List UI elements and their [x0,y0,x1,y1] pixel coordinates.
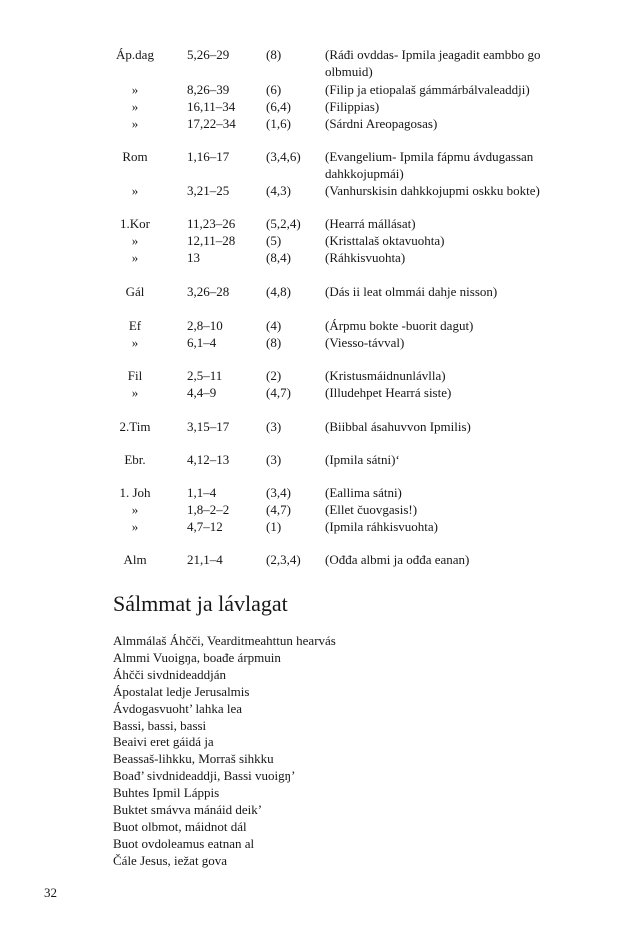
hymn-numbers: (8) [266,47,282,62]
song-title: Bassi, bassi, bassi [113,717,207,733]
verse-reference: 17,22–34 [187,116,236,131]
passage-title: (Filippias) [325,99,380,114]
hymn-numbers: (2) [266,368,282,383]
song-title: Ápostalat ledje Jerusalmis [113,683,250,699]
book-name: » [131,82,139,97]
hymn-numbers: (2,3,4) [266,552,301,567]
verse-reference: 3,15–17 [187,419,230,434]
book-name: 2.Tim [119,419,151,434]
book-name: 1. Joh [119,485,151,500]
book-name: Gál [125,284,145,299]
song-title: Buot ovdoleamus eatnan al [113,835,255,851]
verse-reference: 8,26–39 [187,82,230,97]
page-number: 32 [44,885,57,900]
hymn-numbers: (3) [266,419,282,434]
passage-title: (Ráđi ovddas- Ipmila jeagadit eambbo go olbmuid) [325,47,541,79]
hymn-numbers: (4,3) [266,183,291,198]
hymn-numbers: (4,7) [266,385,291,400]
hymn-numbers: (8) [266,335,282,350]
verse-reference: 2,5–11 [187,368,223,383]
passage-title: (Ođđa albmi ja ođđa eanan) [325,552,470,567]
passage-title: (Kristusmáidnunlávlla) [325,368,446,383]
hymn-numbers: (6,4) [266,99,291,114]
passage-title: (Filip ja etiopalaš gámmárbálvaleaddji) [325,82,530,97]
book-name: Rom [122,149,148,164]
verse-reference: 4,12–13 [187,452,230,467]
song-title: Ávdogasvuoht’ lahka lea [113,700,242,716]
song-title: Buot olbmot, máidnot dál [113,818,247,834]
verse-reference: 3,21–25 [187,183,230,198]
book-name: » [131,519,139,534]
song-title: Buktet smávva mánáid deik’ [113,802,263,818]
passage-title: (Dás ii leat olmmái dahje nisson) [325,284,498,299]
book-name: » [131,502,139,517]
verse-reference: 2,8–10 [187,318,223,333]
book-name: » [131,335,139,350]
book-name: » [131,250,139,265]
passage-title: (Kristtalaš oktavuohta) [325,233,445,248]
hymn-numbers: (3,4) [266,485,291,500]
hymn-numbers: (5,2,4) [266,216,301,231]
hymn-numbers: (1,6) [266,116,291,131]
hymn-numbers: (4,8) [266,284,291,299]
book-name: » [131,385,139,400]
book-name: Áp.dag [116,47,154,62]
book-name: » [131,99,139,114]
book-name: Fil [127,368,143,383]
verse-reference: 1,8–2–2 [187,502,230,517]
verse-reference: 3,26–28 [187,284,230,299]
song-title: Čále Jesus, iežat gova [113,852,228,868]
verse-reference: 6,1–4 [187,335,217,350]
song-title: Almmi Vuoigŋa, boađe árpmuin [113,649,281,665]
hymn-numbers: (4) [266,318,282,333]
verse-reference: 4,7–12 [187,519,223,534]
hymn-numbers: (3,4,6) [266,149,301,164]
verse-reference: 1,1–4 [187,485,217,500]
verse-reference: 21,1–4 [187,552,223,567]
passage-title: (Árpmu bokte -buorit dagut) [325,318,474,333]
hymn-numbers: (1) [266,519,282,534]
verse-reference: 13 [187,250,200,265]
passage-title: (Biibbal ásahuvvon Ipmilis) [325,419,471,434]
song-title: Áhčči sivdnideaddján [113,666,226,682]
verse-reference: 1,16–17 [187,149,230,164]
verse-reference: 5,26–29 [187,47,230,62]
passage-title: (Ipmila ráhkisvuohta) [325,519,438,534]
book-name: Ef [128,318,142,333]
song-title: Beaivi eret gáidá ja [113,734,214,750]
book-name: Ebr. [124,452,146,467]
book-name: 1.Kor [120,216,150,231]
hymn-numbers: (5) [266,233,282,248]
song-title: Boađ’ sivdnideaddji, Bassi vuoigŋ’ [113,768,296,784]
hymn-numbers: (8,4) [266,250,291,265]
hymn-numbers: (6) [266,82,282,97]
verse-reference: 4,4–9 [187,385,217,400]
song-list [113,633,336,870]
passage-title: (Illudehpet Hearrá siste) [325,385,452,400]
passage-title: (Ráhkisvuohta) [325,250,406,265]
passage-title: (Eallima sátni) [325,485,402,500]
book-name: Alm [123,552,147,567]
book-name: » [131,116,139,131]
hymn-numbers: (3) [266,452,282,467]
verse-reference: 11,23–26 [187,216,236,231]
book-name: » [131,183,139,198]
passage-title: (Vanhurskisin dahkkojupmi oskku bokte) [325,183,540,198]
passage-title: (Evangelium- Ipmila fápmu ávdugassan dahkkojupmái) [325,149,534,181]
song-title: Buhtes Ipmil Láppis [113,785,220,801]
passage-title: (Ellet čuovgasis!) [325,502,418,517]
song-title: Beassaš-lihkku, Morraš sihkku [113,751,274,767]
passage-title: (Sárdni Areopagosas) [325,116,438,131]
passage-title: (Hearrá mállásat) [325,216,416,231]
passage-title: (Viesso-távval) [325,335,405,350]
verse-reference: 12,11–28 [187,233,236,248]
passage-title: (Ipmila sátni)‘ [325,452,400,467]
hymn-numbers: (4,7) [266,502,291,517]
book-name: » [131,233,139,248]
verse-reference: 16,11–34 [187,99,236,114]
section-title: Sálmmat ja lávlagat [113,591,288,616]
song-title: Almmálaš Áhčči, Vearditmeahttun hearvás [113,633,336,648]
